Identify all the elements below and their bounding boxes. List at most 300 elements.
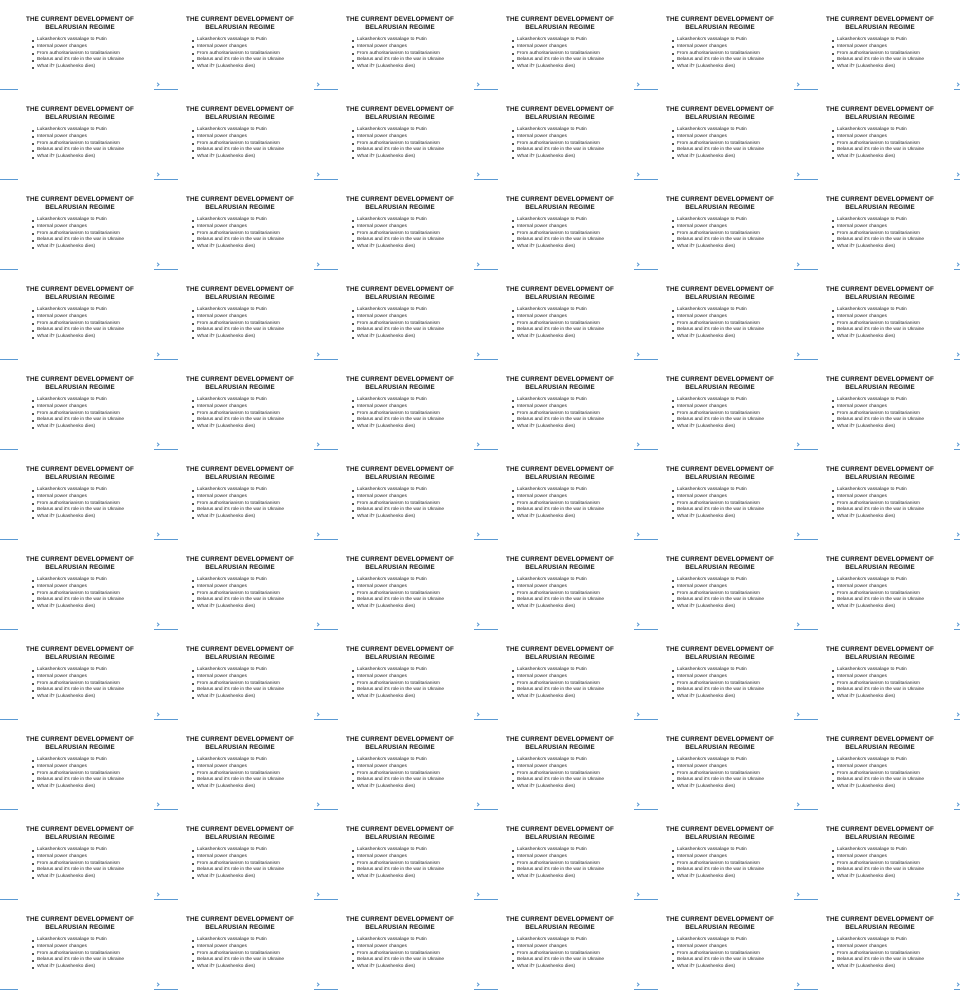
slide-thumbnail[interactable]	[0, 0, 160, 90]
slide-title	[26, 646, 134, 662]
bullet-list	[832, 937, 958, 971]
bullet-list	[512, 667, 638, 701]
slide-thumbnail[interactable]	[160, 540, 320, 630]
bullet-item: Belarus and it's role in the war in Ukraine	[672, 147, 798, 154]
bullet-item: Internal power changes	[32, 224, 158, 231]
slide-title	[26, 826, 134, 842]
chevron-mark-icon	[795, 172, 799, 176]
slide-thumbnail[interactable]	[480, 270, 640, 360]
slide-title	[666, 556, 774, 572]
slide-title	[346, 16, 454, 32]
bullet-item: Internal power changes	[192, 404, 318, 411]
bullet-item: What if? (Lukashenko dies)	[672, 784, 798, 791]
chevron-mark-icon	[955, 622, 959, 626]
bullet-item: Belarus and it's role in the war in Ukraine	[832, 237, 958, 244]
slide-thumbnail[interactable]	[800, 810, 960, 900]
chevron-mark-icon	[795, 712, 799, 716]
bullet-item: Belarus and it's role in the war in Ukraine	[832, 867, 958, 874]
bullet-item: Internal power changes	[352, 944, 478, 951]
chevron-mark-icon	[155, 892, 159, 896]
bullet-item: Belarus and it's role in the war in Ukraine	[32, 147, 158, 154]
slide-thumbnail[interactable]	[640, 810, 800, 900]
chevron-mark-icon	[955, 352, 959, 356]
slide-title	[346, 826, 454, 842]
slide-title	[826, 106, 934, 122]
slide-thumbnail[interactable]	[640, 900, 800, 990]
slide-title-line-2: BELARUSIAN REGIME	[365, 834, 435, 842]
chevron-mark-icon	[155, 172, 159, 176]
bullet-item: Internal power changes	[352, 314, 478, 321]
bullet-item: Belarus and it's role in the war in Ukraine	[512, 777, 638, 784]
bullet-item: Lukashenko's vassalage to Putin	[512, 307, 638, 314]
bullet-item: From authoritarianism to totalitarianism	[192, 141, 318, 148]
bullet-item: From authoritarianism to totalitarianism	[352, 771, 478, 778]
bullet-item: Lukashenko's vassalage to Putin	[512, 217, 638, 224]
slide-thumbnail[interactable]	[320, 810, 480, 900]
bullet-item: Belarus and it's role in the war in Ukraine	[512, 687, 638, 694]
slide-thumbnail[interactable]	[480, 90, 640, 180]
slide-title	[186, 646, 294, 662]
bullet-item: Lukashenko's vassalage to Putin	[192, 217, 318, 224]
bullet-list	[32, 127, 158, 161]
chevron-mark-icon	[315, 262, 319, 266]
bullet-item: Lukashenko's vassalage to Putin	[672, 487, 798, 494]
slide-thumbnail[interactable]	[800, 540, 960, 630]
slide-title-line-1: THE CURRENT DEVELOPMENT OF	[506, 736, 614, 743]
slide-thumbnail[interactable]	[160, 360, 320, 450]
slide-thumbnail[interactable]	[320, 270, 480, 360]
slide-title-line-1: THE CURRENT DEVELOPMENT OF	[186, 556, 294, 563]
slide-thumbnail[interactable]	[0, 270, 160, 360]
bullet-item: From authoritarianism to totalitarianism	[832, 591, 958, 598]
bullet-item: Belarus and it's role in the war in Ukraine	[32, 597, 158, 604]
slide-thumbnail[interactable]	[800, 630, 960, 720]
bullet-item: Internal power changes	[832, 674, 958, 681]
chevron-mark-icon	[635, 622, 639, 626]
slide-thumbnail[interactable]	[640, 360, 800, 450]
bullet-item: What if? (Lukashenko dies)	[672, 154, 798, 161]
bullet-item: Internal power changes	[672, 674, 798, 681]
slide-thumbnail[interactable]	[640, 90, 800, 180]
chevron-mark-icon	[155, 262, 159, 266]
chevron-mark-icon	[955, 802, 959, 806]
bullet-item: Internal power changes	[672, 314, 798, 321]
bullet-item: Lukashenko's vassalage to Putin	[32, 937, 158, 944]
slide-title-line-2: BELARUSIAN REGIME	[45, 564, 115, 572]
bullet-item: What if? (Lukashenko dies)	[512, 604, 638, 611]
bullet-item: Internal power changes	[832, 224, 958, 231]
bullet-item: Internal power changes	[192, 494, 318, 501]
slide-thumbnail[interactable]	[800, 720, 960, 810]
slide-title-line-1: THE CURRENT DEVELOPMENT OF	[826, 466, 934, 473]
bullet-item: From authoritarianism to totalitarianism	[832, 951, 958, 958]
slide-title	[506, 106, 614, 122]
bullet-item: Lukashenko's vassalage to Putin	[352, 757, 478, 764]
slide-thumbnail[interactable]	[0, 180, 160, 270]
bullet-list	[192, 847, 318, 881]
bullet-item: Internal power changes	[832, 44, 958, 51]
slide-title-line-1: THE CURRENT DEVELOPMENT OF	[666, 196, 774, 203]
slide-thumbnail[interactable]	[480, 720, 640, 810]
bullet-item: Lukashenko's vassalage to Putin	[832, 307, 958, 314]
bullet-item: Belarus and it's role in the war in Ukraine	[352, 147, 478, 154]
bullet-list	[832, 217, 958, 251]
bullet-item: What if? (Lukashenko dies)	[352, 514, 478, 521]
bullet-item: What if? (Lukashenko dies)	[832, 514, 958, 521]
slide-title-line-1: THE CURRENT DEVELOPMENT OF	[506, 106, 614, 113]
slide-title-line-2: BELARUSIAN REGIME	[685, 204, 755, 212]
slide-title-line-2: BELARUSIAN REGIME	[845, 384, 915, 392]
bullet-item: What if? (Lukashenko dies)	[32, 64, 158, 71]
bullet-list	[192, 937, 318, 971]
slide-title	[826, 196, 934, 212]
slide-thumbnail[interactable]	[480, 180, 640, 270]
slide-title-line-1: THE CURRENT DEVELOPMENT OF	[506, 286, 614, 293]
slide-thumbnail[interactable]	[480, 450, 640, 540]
bullet-item: Lukashenko's vassalage to Putin	[32, 577, 158, 584]
bullet-item: What if? (Lukashenko dies)	[32, 424, 158, 431]
slide-thumbnail[interactable]	[480, 0, 640, 90]
bullet-list	[672, 397, 798, 431]
slide-title-line-2: BELARUSIAN REGIME	[525, 114, 595, 122]
slide-thumbnail[interactable]	[640, 630, 800, 720]
chevron-mark-icon	[795, 802, 799, 806]
bullet-item: From authoritarianism to totalitarianism	[192, 231, 318, 238]
slide-title	[186, 196, 294, 212]
chevron-mark-icon	[155, 352, 159, 356]
bullet-item: From authoritarianism to totalitarianism	[352, 51, 478, 58]
slide-thumbnail[interactable]	[640, 0, 800, 90]
slide-title-line-2: BELARUSIAN REGIME	[525, 474, 595, 482]
slide-title	[666, 376, 774, 392]
bullet-item: What if? (Lukashenko dies)	[352, 334, 478, 341]
chevron-mark-icon	[155, 442, 159, 446]
bullet-item: Belarus and it's role in the war in Ukraine	[672, 237, 798, 244]
slide-thumbnail[interactable]	[320, 180, 480, 270]
slide-title-line-2: BELARUSIAN REGIME	[45, 114, 115, 122]
bullet-list	[512, 847, 638, 881]
slide-title-line-1: THE CURRENT DEVELOPMENT OF	[826, 736, 934, 743]
bullet-item: Lukashenko's vassalage to Putin	[352, 667, 478, 674]
slide-title-line-2: BELARUSIAN REGIME	[525, 564, 595, 572]
slide-title-line-1: THE CURRENT DEVELOPMENT OF	[666, 646, 774, 653]
slide-thumbnail[interactable]	[0, 360, 160, 450]
bullet-item: Lukashenko's vassalage to Putin	[192, 307, 318, 314]
slide-title-line-2: BELARUSIAN REGIME	[205, 474, 275, 482]
bullet-item: Lukashenko's vassalage to Putin	[512, 397, 638, 404]
slide-thumbnail[interactable]	[320, 720, 480, 810]
bullet-item: Internal power changes	[192, 224, 318, 231]
bullet-item: What if? (Lukashenko dies)	[832, 784, 958, 791]
slide-title-line-1: THE CURRENT DEVELOPMENT OF	[26, 556, 134, 563]
bullet-item: Belarus and it's role in the war in Ukraine	[192, 687, 318, 694]
bullet-item: Lukashenko's vassalage to Putin	[512, 127, 638, 134]
slide-thumbnail[interactable]	[640, 180, 800, 270]
slide-thumbnail[interactable]	[320, 0, 480, 90]
slide-title-line-1: THE CURRENT DEVELOPMENT OF	[826, 826, 934, 833]
slide-thumbnail[interactable]	[800, 180, 960, 270]
slide-title-line-1: THE CURRENT DEVELOPMENT OF	[26, 466, 134, 473]
chevron-mark-icon	[155, 802, 159, 806]
bullet-item: From authoritarianism to totalitarianism	[352, 681, 478, 688]
bullet-item: Internal power changes	[32, 494, 158, 501]
bullet-item: Lukashenko's vassalage to Putin	[672, 577, 798, 584]
bullet-item: What if? (Lukashenko dies)	[672, 514, 798, 521]
bullet-item: From authoritarianism to totalitarianism	[672, 951, 798, 958]
bullet-item: What if? (Lukashenko dies)	[352, 604, 478, 611]
bullet-item: From authoritarianism to totalitarianism	[192, 411, 318, 418]
slide-thumbnail[interactable]	[320, 540, 480, 630]
bullet-item: Internal power changes	[192, 674, 318, 681]
bullet-item: Lukashenko's vassalage to Putin	[32, 757, 158, 764]
bullet-item: Belarus and it's role in the war in Ukraine	[352, 867, 478, 874]
slide-title	[186, 916, 294, 932]
slide-thumbnail[interactable]	[800, 360, 960, 450]
bullet-item: Internal power changes	[192, 944, 318, 951]
bullet-item: What if? (Lukashenko dies)	[512, 424, 638, 431]
bullet-item: Lukashenko's vassalage to Putin	[512, 487, 638, 494]
bullet-item: Lukashenko's vassalage to Putin	[352, 577, 478, 584]
slide-thumbnail[interactable]	[320, 900, 480, 990]
bullet-item: What if? (Lukashenko dies)	[32, 604, 158, 611]
slide-thumbnail[interactable]	[320, 630, 480, 720]
bullet-item: Internal power changes	[672, 764, 798, 771]
bullet-item: Internal power changes	[832, 404, 958, 411]
slide-thumbnail[interactable]	[800, 450, 960, 540]
bullet-item: Internal power changes	[512, 854, 638, 861]
bullet-item: Lukashenko's vassalage to Putin	[352, 847, 478, 854]
chevron-mark-icon	[795, 622, 799, 626]
slide-title-line-1: THE CURRENT DEVELOPMENT OF	[26, 376, 134, 383]
bullet-item: Lukashenko's vassalage to Putin	[832, 397, 958, 404]
slide-title-line-1: THE CURRENT DEVELOPMENT OF	[666, 106, 774, 113]
slide-thumbnail[interactable]	[320, 90, 480, 180]
slide-thumbnail[interactable]	[480, 540, 640, 630]
bullet-item: Internal power changes	[512, 404, 638, 411]
bullet-list	[32, 487, 158, 521]
bullet-item: Belarus and it's role in the war in Ukraine	[832, 147, 958, 154]
chevron-mark-icon	[155, 712, 159, 716]
bullet-item: Internal power changes	[832, 944, 958, 951]
bullet-item: Belarus and it's role in the war in Ukraine	[32, 867, 158, 874]
bullet-item: Internal power changes	[32, 134, 158, 141]
bullet-item: What if? (Lukashenko dies)	[512, 154, 638, 161]
slide-title-line-2: BELARUSIAN REGIME	[45, 384, 115, 392]
slide-title	[346, 106, 454, 122]
slide-title-line-2: BELARUSIAN REGIME	[845, 294, 915, 302]
slide-thumbnail[interactable]	[160, 180, 320, 270]
bullet-item: Lukashenko's vassalage to Putin	[32, 487, 158, 494]
bullet-item: Belarus and it's role in the war in Ukraine	[32, 57, 158, 64]
slide-thumbnail[interactable]	[480, 900, 640, 990]
bullet-item: Lukashenko's vassalage to Putin	[832, 667, 958, 674]
slide-title-line-1: THE CURRENT DEVELOPMENT OF	[826, 556, 934, 563]
bullet-list	[352, 577, 478, 611]
slide-title-line-1: THE CURRENT DEVELOPMENT OF	[186, 106, 294, 113]
chevron-mark-icon	[475, 802, 479, 806]
bullet-item: What if? (Lukashenko dies)	[32, 514, 158, 521]
bullet-item: What if? (Lukashenko dies)	[352, 154, 478, 161]
bullet-item: Internal power changes	[32, 404, 158, 411]
bullet-list	[32, 217, 158, 251]
bullet-item: What if? (Lukashenko dies)	[672, 964, 798, 971]
bullet-list	[192, 397, 318, 431]
slide-title-line-1: THE CURRENT DEVELOPMENT OF	[666, 376, 774, 383]
slide-thumbnail[interactable]	[160, 0, 320, 90]
bullet-item: From authoritarianism to totalitarianism	[512, 951, 638, 958]
bullet-item: From authoritarianism to totalitarianism	[352, 231, 478, 238]
slide-thumbnail[interactable]	[800, 900, 960, 990]
slide-title	[826, 376, 934, 392]
slide-thumbnail[interactable]	[800, 90, 960, 180]
bullet-item: What if? (Lukashenko dies)	[192, 424, 318, 431]
bullet-item: What if? (Lukashenko dies)	[192, 244, 318, 251]
slide-title	[186, 286, 294, 302]
bullet-item: What if? (Lukashenko dies)	[832, 154, 958, 161]
bullet-item: What if? (Lukashenko dies)	[32, 784, 158, 791]
bullet-item: Internal power changes	[512, 494, 638, 501]
bullet-item: What if? (Lukashenko dies)	[352, 784, 478, 791]
bullet-list	[352, 217, 478, 251]
slide-title-line-2: BELARUSIAN REGIME	[365, 744, 435, 752]
slide-thumbnail[interactable]	[480, 360, 640, 450]
bullet-list	[192, 127, 318, 161]
slide-thumbnail[interactable]	[480, 630, 640, 720]
slide-title-line-1: THE CURRENT DEVELOPMENT OF	[826, 196, 934, 203]
bullet-list	[32, 847, 158, 881]
slide-thumbnail[interactable]	[0, 720, 160, 810]
bullet-item: What if? (Lukashenko dies)	[832, 244, 958, 251]
bullet-item: What if? (Lukashenko dies)	[32, 874, 158, 881]
slide-title-line-2: BELARUSIAN REGIME	[45, 204, 115, 212]
chevron-mark-icon	[315, 712, 319, 716]
slide-thumbnail[interactable]	[800, 0, 960, 90]
bullet-item: Belarus and it's role in the war in Ukraine	[672, 507, 798, 514]
slide-thumbnail[interactable]	[0, 450, 160, 540]
bullet-item: Belarus and it's role in the war in Ukraine	[192, 597, 318, 604]
chevron-mark-icon	[475, 892, 479, 896]
slide-thumbnail[interactable]	[480, 810, 640, 900]
bullet-list	[832, 487, 958, 521]
chevron-mark-icon	[635, 442, 639, 446]
slide-title	[826, 466, 934, 482]
bullet-item: What if? (Lukashenko dies)	[832, 424, 958, 431]
chevron-mark-icon	[795, 352, 799, 356]
slide-title-line-1: THE CURRENT DEVELOPMENT OF	[346, 376, 454, 383]
slide-thumbnail[interactable]	[160, 90, 320, 180]
bullet-item: From authoritarianism to totalitarianism	[32, 771, 158, 778]
slide-thumbnail[interactable]	[0, 810, 160, 900]
slide-title-line-2: BELARUSIAN REGIME	[845, 24, 915, 32]
chevron-mark-icon	[315, 802, 319, 806]
slide-title-line-1: THE CURRENT DEVELOPMENT OF	[186, 826, 294, 833]
slide-thumbnail[interactable]	[0, 90, 160, 180]
chevron-mark-icon	[955, 442, 959, 446]
bullet-item: Internal power changes	[352, 44, 478, 51]
slide-thumbnail[interactable]	[160, 450, 320, 540]
slide-title	[186, 106, 294, 122]
slide-title	[666, 736, 774, 752]
slide-title	[26, 376, 134, 392]
slide-title-line-1: THE CURRENT DEVELOPMENT OF	[186, 916, 294, 923]
bullet-item: Belarus and it's role in the war in Ukraine	[512, 327, 638, 334]
bullet-item: What if? (Lukashenko dies)	[192, 334, 318, 341]
bullet-item: What if? (Lukashenko dies)	[672, 424, 798, 431]
slide-title-line-2: BELARUSIAN REGIME	[365, 654, 435, 662]
bullet-list	[672, 847, 798, 881]
chevron-mark-icon	[315, 622, 319, 626]
slide-thumbnail[interactable]	[160, 270, 320, 360]
bullet-item: From authoritarianism to totalitarianism	[32, 591, 158, 598]
bullet-item: Internal power changes	[32, 854, 158, 861]
chevron-mark-icon	[155, 532, 159, 536]
bullet-list	[672, 757, 798, 791]
slide-title-line-2: BELARUSIAN REGIME	[525, 834, 595, 842]
slide-title-line-1: THE CURRENT DEVELOPMENT OF	[26, 646, 134, 653]
bullet-list	[672, 487, 798, 521]
slide-thumbnail[interactable]	[160, 810, 320, 900]
slide-title	[186, 736, 294, 752]
slide-thumbnail[interactable]	[640, 720, 800, 810]
bullet-item: Belarus and it's role in the war in Ukraine	[32, 957, 158, 964]
bullet-list	[672, 307, 798, 341]
slide-title-line-2: BELARUSIAN REGIME	[205, 204, 275, 212]
slide-title-line-1: THE CURRENT DEVELOPMENT OF	[826, 646, 934, 653]
bullet-item: From authoritarianism to totalitarianism	[512, 321, 638, 328]
bullet-item: Lukashenko's vassalage to Putin	[832, 757, 958, 764]
bullet-item: From authoritarianism to totalitarianism	[512, 51, 638, 58]
bullet-item: Lukashenko's vassalage to Putin	[672, 397, 798, 404]
slide-thumbnail[interactable]	[160, 900, 320, 990]
slide-thumbnail[interactable]	[640, 540, 800, 630]
bullet-item: What if? (Lukashenko dies)	[672, 604, 798, 611]
bullet-list	[512, 487, 638, 521]
slide-thumbnail[interactable]	[640, 450, 800, 540]
bullet-item: Lukashenko's vassalage to Putin	[352, 487, 478, 494]
slide-title-line-1: THE CURRENT DEVELOPMENT OF	[26, 826, 134, 833]
slide-title-line-1: THE CURRENT DEVELOPMENT OF	[826, 376, 934, 383]
slide-thumbnail[interactable]	[320, 450, 480, 540]
bullet-item: What if? (Lukashenko dies)	[352, 964, 478, 971]
bullet-item: Belarus and it's role in the war in Ukraine	[832, 777, 958, 784]
slide-thumbnail[interactable]	[320, 360, 480, 450]
bullet-item: What if? (Lukashenko dies)	[32, 694, 158, 701]
slide-thumbnail[interactable]	[0, 540, 160, 630]
slide-title	[826, 286, 934, 302]
bullet-item: Internal power changes	[832, 584, 958, 591]
slide-thumbnail[interactable]	[160, 720, 320, 810]
bullet-item: Lukashenko's vassalage to Putin	[672, 757, 798, 764]
bullet-list	[352, 37, 478, 71]
bullet-item: From authoritarianism to totalitarianism	[352, 141, 478, 148]
bullet-item: Lukashenko's vassalage to Putin	[352, 217, 478, 224]
slide-thumbnail[interactable]	[800, 270, 960, 360]
bullet-list	[32, 37, 158, 71]
slide-thumbnail[interactable]	[0, 900, 160, 990]
bullet-list	[832, 667, 958, 701]
bullet-item: Internal power changes	[192, 584, 318, 591]
bullet-item: Internal power changes	[512, 224, 638, 231]
slide-title	[666, 826, 774, 842]
bullet-item: From authoritarianism to totalitarianism	[672, 411, 798, 418]
bullet-item: Internal power changes	[32, 674, 158, 681]
slide-thumbnail[interactable]	[0, 630, 160, 720]
bullet-list	[352, 487, 478, 521]
slide-thumbnail[interactable]	[640, 270, 800, 360]
slide-thumbnail[interactable]	[160, 630, 320, 720]
slide-title	[186, 826, 294, 842]
chevron-mark-icon	[475, 352, 479, 356]
